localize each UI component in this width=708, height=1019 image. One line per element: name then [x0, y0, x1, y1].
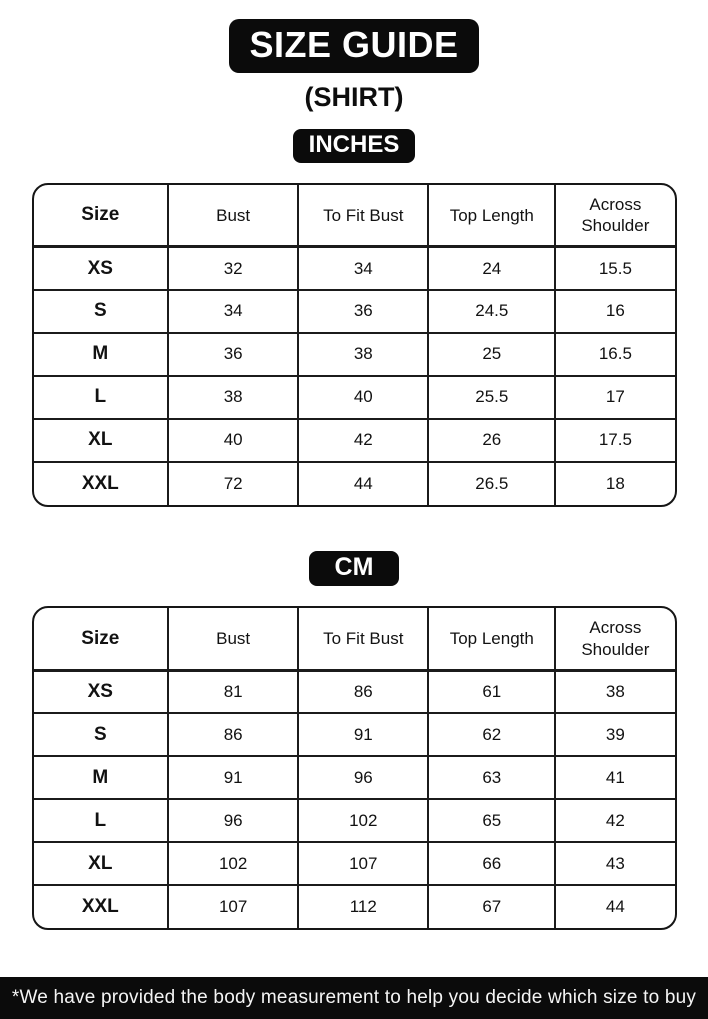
top-length-value: 24.5	[428, 290, 555, 333]
inches-col-header-top-length: Top Length	[428, 185, 555, 247]
title-row	[0, 19, 708, 73]
cm-col-header-to-fit-bust: To Fit Bust	[298, 608, 428, 670]
size-label: M	[34, 756, 169, 799]
to-fit-bust-value: 44	[298, 462, 428, 505]
inches-col-header-to-fit-bust: To Fit Bust	[298, 185, 428, 247]
bust-value: 40	[168, 419, 298, 462]
top-length-value: 62	[428, 713, 555, 756]
inches-col-header-bust: Bust	[168, 185, 298, 247]
footnote-bar	[0, 977, 708, 1019]
across-shoulder-value: 44	[555, 885, 674, 928]
cm-row-xl	[34, 842, 675, 885]
across-shoulder-value: 16	[555, 290, 674, 333]
bust-value: 86	[168, 713, 298, 756]
top-length-value: 26	[428, 419, 555, 462]
inches-table	[32, 183, 677, 507]
to-fit-bust-value: 96	[298, 756, 428, 799]
inches-row-xl	[34, 419, 675, 462]
inches-row-m	[34, 333, 675, 376]
size-label: XS	[34, 670, 169, 713]
top-length-value: 65	[428, 799, 555, 842]
inches-row-xs	[34, 247, 675, 290]
footnote-text: *We have provided the body measurement to help you decide which size to buy	[11, 987, 697, 1008]
cm-table-section	[0, 606, 708, 930]
across-shoulder-value: 39	[555, 713, 674, 756]
cm-row-xs	[34, 670, 675, 713]
to-fit-bust-value: 38	[298, 333, 428, 376]
inches-unit-badge: INCHES	[293, 129, 416, 163]
size-label: XL	[34, 419, 169, 462]
top-length-value: 61	[428, 670, 555, 713]
top-length-value: 66	[428, 842, 555, 885]
to-fit-bust-value: 36	[298, 290, 428, 333]
page-title: SIZE GUIDE	[229, 19, 478, 73]
cm-col-header-size: Size	[34, 608, 169, 670]
to-fit-bust-value: 42	[298, 419, 428, 462]
inches-badge-row	[0, 129, 708, 163]
inches-row-s	[34, 290, 675, 333]
size-label: XL	[34, 842, 169, 885]
bust-value: 32	[168, 247, 298, 290]
to-fit-bust-value: 86	[298, 670, 428, 713]
cm-row-xxl	[34, 885, 675, 928]
size-label: XXL	[34, 462, 169, 505]
cm-col-header-top-length: Top Length	[428, 608, 555, 670]
to-fit-bust-value: 34	[298, 247, 428, 290]
cm-unit-badge: CM	[309, 551, 400, 587]
cm-badge-row	[0, 551, 708, 587]
bust-value: 107	[168, 885, 298, 928]
cm-row-s	[34, 713, 675, 756]
to-fit-bust-value: 91	[298, 713, 428, 756]
top-length-value: 24	[428, 247, 555, 290]
bust-value: 38	[168, 376, 298, 419]
across-shoulder-value: 38	[555, 670, 674, 713]
bust-value: 72	[168, 462, 298, 505]
bust-value: 96	[168, 799, 298, 842]
inches-row-xxl	[34, 462, 675, 505]
to-fit-bust-value: 40	[298, 376, 428, 419]
size-label: L	[34, 376, 169, 419]
across-shoulder-value: 43	[555, 842, 674, 885]
top-length-value: 67	[428, 885, 555, 928]
to-fit-bust-value: 107	[298, 842, 428, 885]
bust-value: 34	[168, 290, 298, 333]
across-shoulder-value: 18	[555, 462, 674, 505]
size-label: XXL	[34, 885, 169, 928]
page-subtitle: (SHIRT)	[304, 81, 404, 112]
cm-header-row	[34, 608, 675, 670]
bust-value: 81	[168, 670, 298, 713]
cm-row-l	[34, 799, 675, 842]
cm-table	[32, 606, 677, 930]
across-shoulder-value: 17.5	[555, 419, 674, 462]
top-length-value: 63	[428, 756, 555, 799]
cm-row-m	[34, 756, 675, 799]
to-fit-bust-value: 112	[298, 885, 428, 928]
across-shoulder-value: 16.5	[555, 333, 674, 376]
across-shoulder-value: 42	[555, 799, 674, 842]
size-label: S	[34, 290, 169, 333]
cm-col-header-across-shoulder: Across Shoulder	[555, 608, 674, 670]
inches-col-header-size: Size	[34, 185, 169, 247]
bust-value: 91	[168, 756, 298, 799]
top-length-value: 26.5	[428, 462, 555, 505]
inches-header-row	[34, 185, 675, 247]
subtitle-row	[0, 82, 708, 113]
bust-value: 36	[168, 333, 298, 376]
size-label: M	[34, 333, 169, 376]
across-shoulder-value: 41	[555, 756, 674, 799]
inches-table-section	[0, 183, 708, 507]
across-shoulder-value: 15.5	[555, 247, 674, 290]
to-fit-bust-value: 102	[298, 799, 428, 842]
size-label: XS	[34, 247, 169, 290]
cm-col-header-bust: Bust	[168, 608, 298, 670]
across-shoulder-value: 17	[555, 376, 674, 419]
top-length-value: 25	[428, 333, 555, 376]
size-label: L	[34, 799, 169, 842]
inches-col-header-across-shoulder: Across Shoulder	[555, 185, 674, 247]
top-length-value: 25.5	[428, 376, 555, 419]
bust-value: 102	[168, 842, 298, 885]
size-label: S	[34, 713, 169, 756]
inches-row-l	[34, 376, 675, 419]
